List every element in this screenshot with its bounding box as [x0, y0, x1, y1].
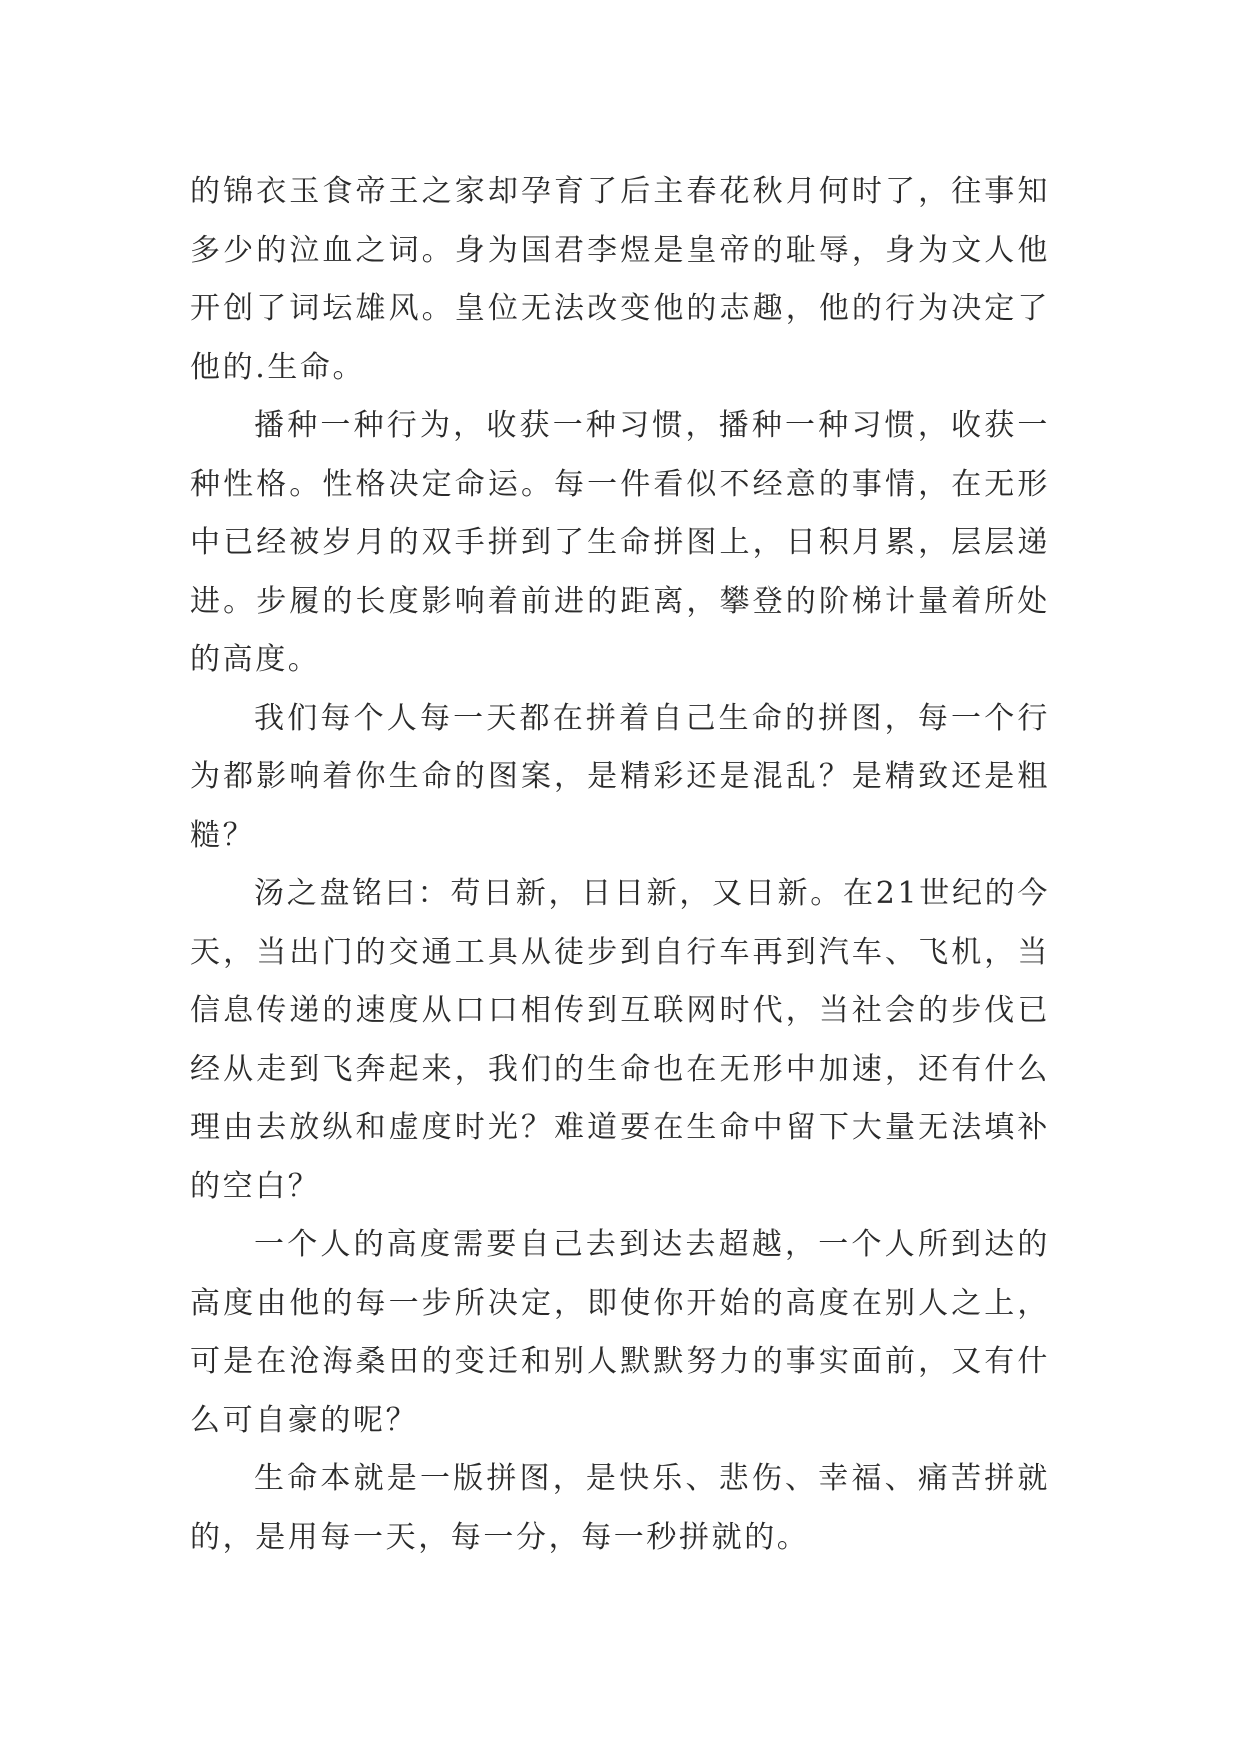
- paragraph: 汤之盘铭曰：苟日新，日日新，又日新。在21世纪的今天，当出门的交通工具从徒步到自行车再到汽车、飞机，当信息传递的速度从口口相传到互联网时代，当社会的步伐已经从走到飞奔起来，我们的生命也在无形中加速，还有什么理由去放纵和虚度时光？难道要在生命中留下大量无法填补的空白？: [190, 876, 1050, 1204]
- paragraph: 一个人的高度需要自己去到达去超越，一个人所到达的高度由他的每一步所决定，即使你开始的高度在别人之上，可是在沧海桑田的变迁和别人默默努力的事实面前，又有什么可自豪的呢？: [190, 1227, 1050, 1438]
- paragraph: 播种一种行为，收获一种习惯，播种一种习惯，收获一种性格。性格决定命运。每一件看似不经意的事情，在无形中已经被岁月的双手拼到了生命拼图上，日积月累，层层递进。步履的长度影响着前进的距离，攀登的阶梯计量着所处的高度。: [190, 408, 1050, 677]
- document-body: [190, 163, 1050, 1567]
- paragraph: 生命本就是一版拼图，是快乐、悲伤、幸福、痛苦拼就的，是用每一天，每一分，每一秒拼就的。: [190, 1461, 1050, 1555]
- paragraph: 我们每个人每一天都在拼着自己生命的拼图，每一个行为都影响着你生命的图案，是精彩还是混乱？是精致还是粗糙？: [190, 700, 1050, 853]
- paragraph: 的锦衣玉食帝王之家却孕育了后主春花秋月何时了，往事知多少的泣血之词。身为国君李煜是皇帝的耻辱，身为文人他开创了词坛雄风。皇位无法改变他的志趣，他的行为决定了他的.生命。: [190, 174, 1050, 385]
